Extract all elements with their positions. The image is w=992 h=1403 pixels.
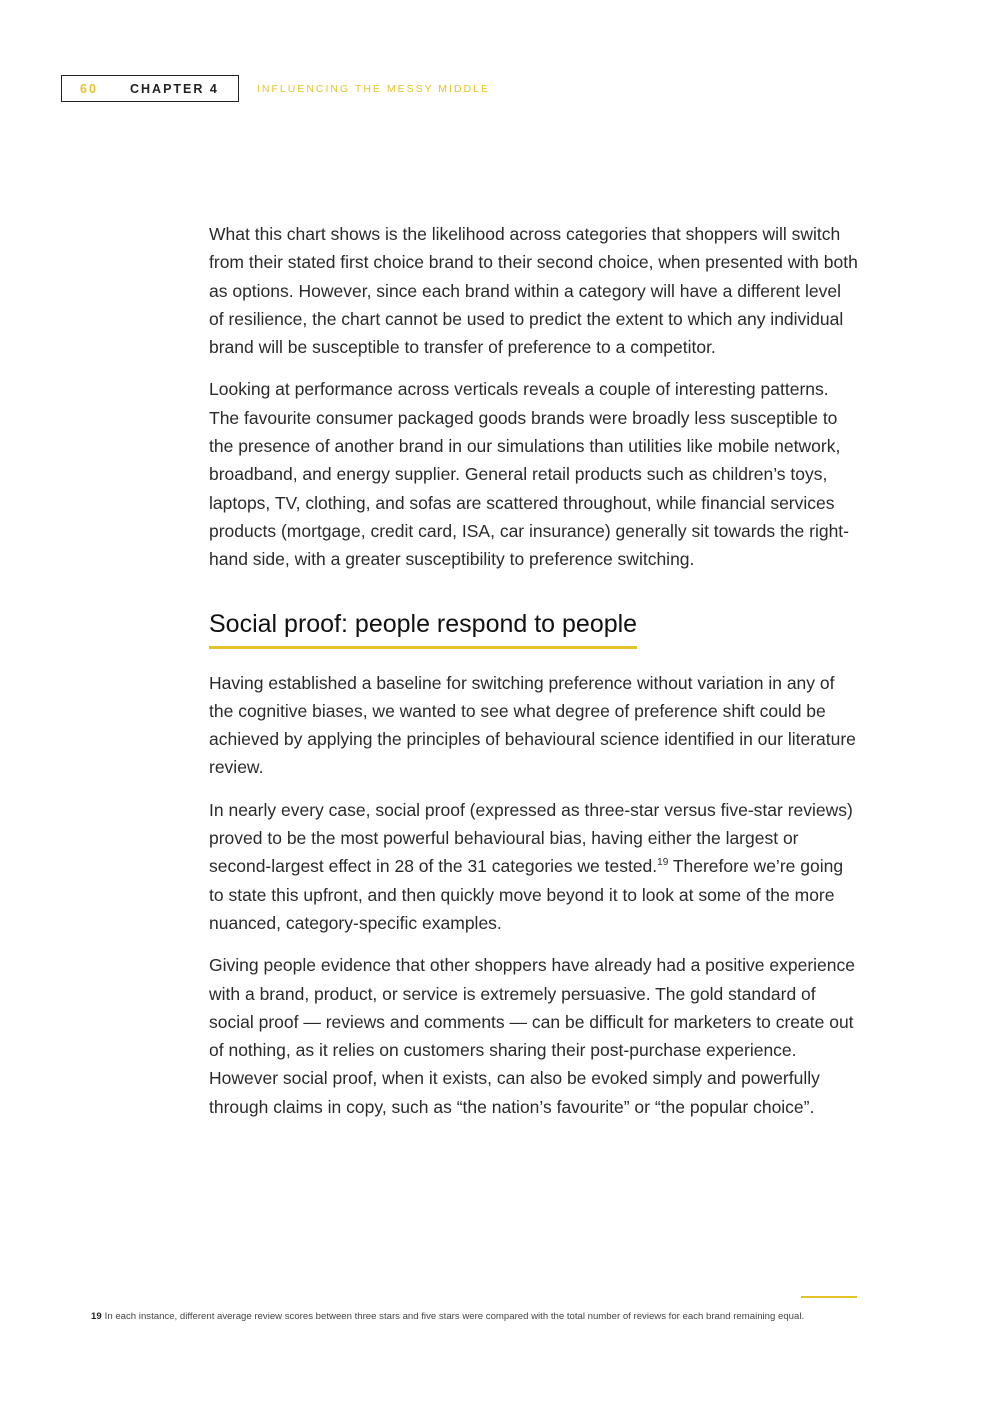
- chapter-box: [61, 75, 239, 102]
- main-content: [209, 220, 859, 1135]
- body-paragraph-5: Giving people evidence that other shoppers have already had a positive experience with a brand, product, or service is extremely persuasive. The gold standard of social proof — reviews and comments — can be difficult for marketers to create out of nothing, as it relies on customers sharing their post-purchase experience. However social proof, when it exists, can also be evoked simply and powerfully through claims in copy, such as “the nation’s favourite” or “the popular choice”.: [209, 955, 855, 1117]
- section-heading: Social proof: people respond to people: [209, 608, 637, 649]
- body-paragraph-4-text-2: Therefore we’re going to state this upfront, and then quickly move beyond it to look at some of the more nuanced, category-specific examples.: [209, 856, 844, 933]
- running-header: [61, 75, 490, 102]
- footnote-number: 19: [91, 1311, 102, 1322]
- footnote-reference: 19: [657, 857, 669, 869]
- body-paragraph-2: Looking at performance across verticals reveals a couple of interesting patterns. The favourite consumer packaged goods brands were broadly less susceptible to the presence of another brand in our simulations than utilities like mobile network, broadband, and energy supplier. General retail products such as children’s toys, laptops, TV, clothing, and sofas are scattered throughout, while financial services products (mortgage, credit card, ISA, car insurance) generally sit towards the right-hand side, with a greater susceptibility to preference switching.: [209, 379, 849, 570]
- page-number: 60: [80, 81, 98, 96]
- chapter-label: CHAPTER 4: [130, 81, 219, 96]
- footnote-text: In each instance, different average review scores between three stars and five stars were compared with the total number of reviews for each brand remaining equal.: [104, 1311, 805, 1322]
- section-title: INFLUENCING THE MESSY MIDDLE: [257, 82, 490, 95]
- footnote-divider: [801, 1296, 857, 1298]
- body-paragraph-4-text-1: In nearly every case, social proof (expressed as three-star versus five-star reviews) proved to be the most powerful behavioural bias, having either the largest or second-largest effect in 28 of the 31 categories we tested.: [209, 799, 853, 877]
- footnote: [91, 1311, 881, 1322]
- body-paragraph-1: What this chart shows is the likelihood across categories that shoppers will switch from their stated first choice brand to their second choice, when presented with both as options. However, since each brand within a category will have a different level of resilience, the chart cannot be used to predict the extent to which any individual brand will be susceptible to transfer of preference to a competitor.: [209, 224, 858, 358]
- body-paragraph-4: [209, 796, 859, 937]
- body-paragraph-3: Having established a baseline for switching preference without variation in any of the cognitive biases, we wanted to see what degree of preference shift could be achieved by applying the principles of behavioural science identified in our literature review.: [209, 672, 856, 778]
